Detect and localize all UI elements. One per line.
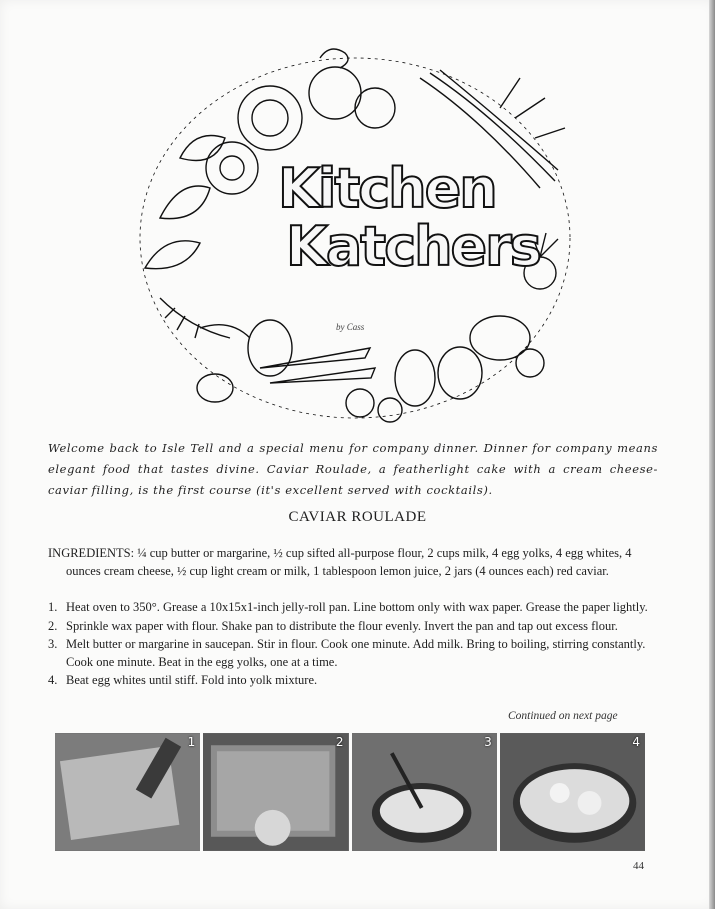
page-number: 44 xyxy=(633,860,644,872)
intro-paragraph: Welcome back to Isle Tell and a special menu for company dinner. Dinner for company means elegant food that tastes divine. Caviar Roulade, a featherlight cake with a cream cheese-caviar filling, is the first course (it's excellent served with cocktails). xyxy=(48,441,658,497)
step-number: 3. xyxy=(48,637,58,651)
greased-pan-photo-icon xyxy=(55,733,200,851)
step-text: Beat egg whites until stiff. Fold into yolk mixture. xyxy=(66,673,318,687)
step-number: 4. xyxy=(48,673,58,687)
photo-number: 4 xyxy=(632,735,640,749)
ingredients-list: INGREDIENTS: ¼ cup butter or margarine, ½ cup sifted all-purpose flour, 2 cups milk, 4 egg yolks, 4 egg whites, 4 ounces cream cheese, ½ cup light cream or milk, 1 tablespoon lemon juice, 2 jars (4 ounces each) red caviar. xyxy=(48,546,632,578)
step-number: 2. xyxy=(48,618,58,633)
continued-note: Continued on next page xyxy=(508,710,618,722)
step-text: Melt butter or margarine in saucepan. Stir in flour. Cook one minute. Add milk. Bring to boiling, stirring constantly. Cook one minute. Beat in the egg yolks, one at a time. xyxy=(66,637,646,669)
title-line-katchers: Katchers xyxy=(286,215,540,278)
recipe-step xyxy=(48,636,648,671)
page-edge xyxy=(709,0,715,909)
step-number: 1. xyxy=(48,600,58,614)
photo-number: 3 xyxy=(484,735,492,749)
recipe-step xyxy=(48,599,648,617)
step-text: Heat oven to 350°. Grease a 10x15x1-inch jelly-roll pan. Line bottom only with wax paper. Grease the paper lightly. xyxy=(66,600,648,614)
recipe-step xyxy=(48,672,648,690)
floured-pan-photo-icon xyxy=(203,733,348,851)
photo-step-3 xyxy=(352,733,497,851)
title-line-kitchen: Kitchen xyxy=(278,157,496,220)
column-title xyxy=(278,157,540,278)
recipe-title: CAVIAR ROULADE xyxy=(288,509,427,525)
step-text: Sprinkle wax paper with flour. Shake pan to distribute the flour evenly. Invert the pan and tap out excess flour. xyxy=(66,618,618,633)
photo-strip xyxy=(55,733,645,851)
photo-step-4 xyxy=(500,733,645,851)
photo-step-1 xyxy=(55,733,200,851)
folding-egg-whites-photo-icon xyxy=(500,733,645,851)
photo-number: 1 xyxy=(187,735,196,749)
byline: by Cass xyxy=(336,322,365,332)
recipe-step xyxy=(48,618,648,636)
photo-number: 2 xyxy=(335,735,344,749)
photo-step-2 xyxy=(203,733,348,851)
recipe-steps xyxy=(48,599,648,691)
saucepan-whisk-photo-icon xyxy=(352,733,497,851)
